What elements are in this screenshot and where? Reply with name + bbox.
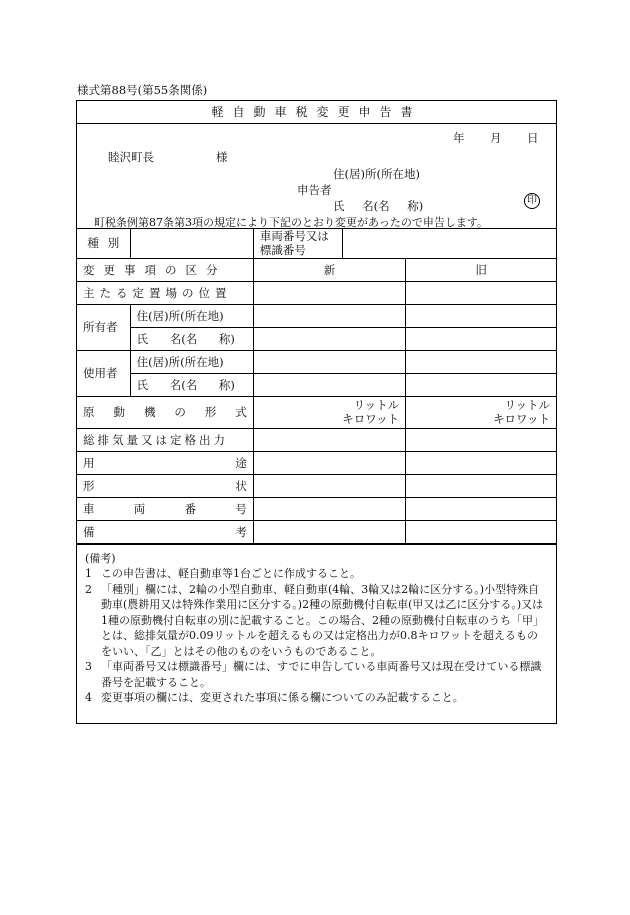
shape-old[interactable] (406, 474, 556, 497)
note-item: 2 「種別」欄には、2輪の小型自動車、軽自動車(4輪、3輪又は2輪に区分する。)小型特殊自動車(農耕用又は特殊作業用に区分する。)2種の原動機付自転車(甲又は乙に区分する。)又は1種の原動機付自転車の別に記載すること。この場合、2種の原動機付自転車のうち「甲」とは、総排気量が0.09リットルを超えるもの又は定格出力が0.8キロワットを超えるものをいい、「乙」とはその他のものをいうものであること。 (85, 582, 544, 658)
filer-address-label: 住(居)所(所在地) (333, 167, 420, 181)
change-category-label: 変更事項の区分 (77, 258, 253, 281)
vehicle-no-new[interactable] (253, 497, 405, 520)
location-new[interactable] (253, 281, 405, 304)
type-value[interactable] (130, 229, 253, 258)
owner-name-label: 氏 名(名 称) (130, 327, 253, 350)
remarks-new[interactable] (253, 520, 405, 543)
remarks-old[interactable] (406, 520, 556, 543)
motor-type-new[interactable]: リットル キロワット (253, 396, 405, 428)
displacement-old[interactable] (406, 428, 556, 451)
owner-address-label: 住(居)所(所在地) (130, 304, 253, 327)
vehicle-no-label: 車 両 番 号 (77, 497, 253, 520)
note-item: 1 この申告書は、軽自動車等1台ごとに作成すること。 (85, 567, 361, 580)
honorific: 様 (216, 150, 228, 164)
location-label: 主たる定置場の位置 (77, 281, 253, 304)
declaration-text: 町税条例第87条第3項の規定により下記のとおり変更があったので申告します。 (94, 216, 489, 229)
use-new[interactable] (253, 451, 405, 474)
vehicle-number-value[interactable] (343, 229, 556, 258)
owner-name-old[interactable] (406, 327, 556, 350)
note-item: 4 変更事項の欄には、変更された事項に係る欄についてのみ記載すること。 (85, 691, 464, 704)
owner-address-new[interactable] (253, 304, 405, 327)
user-address-old[interactable] (406, 350, 556, 373)
location-old[interactable] (406, 281, 556, 304)
form-number-caption: 様式第88号(第55条関係) (77, 83, 208, 97)
use-old[interactable] (406, 451, 556, 474)
owner-name-new[interactable] (253, 327, 405, 350)
motor-type-label: 原 動 機 の 形 式 (77, 396, 253, 428)
type-label: 種 別 (77, 229, 130, 258)
owner-address-old[interactable] (406, 304, 556, 327)
declaration-table (77, 229, 556, 544)
remarks-label: 備 考 (77, 520, 253, 543)
shape-new[interactable] (253, 474, 405, 497)
addressee: 睦沢町長 (108, 150, 154, 164)
notes-section (77, 544, 556, 706)
user-label: 使用者 (77, 350, 130, 396)
user-name-label: 氏 名(名 称) (130, 373, 253, 396)
seal-mark: 印 (524, 193, 540, 209)
note-item: 3 「車両番号又は標識番号」欄には、すでに申告している車両番号又は現在受けている標識番号を記載すること。 (85, 660, 542, 689)
old-column-header: 旧 (406, 258, 556, 281)
vehicle-number-label: 車両番号又は 標識番号 (253, 229, 342, 258)
day-label: 日 (527, 131, 539, 145)
filer-name-label: 氏 名(名 称) (333, 199, 424, 213)
displacement-label: 総排気量又は定格出力 (77, 428, 253, 451)
form-title: 軽自動車税変更申告書 (77, 101, 556, 124)
displacement-new[interactable] (253, 428, 405, 451)
tax-change-declaration-form (76, 100, 557, 724)
user-name-new[interactable] (253, 373, 405, 396)
month-label: 月 (490, 131, 502, 145)
user-name-old[interactable] (406, 373, 556, 396)
user-address-new[interactable] (253, 350, 405, 373)
owner-label: 所有者 (77, 304, 130, 350)
new-column-header: 新 (253, 258, 405, 281)
filer-label: 申告者 (297, 183, 332, 197)
notes-heading: (備考) (85, 551, 116, 565)
shape-label: 形 状 (77, 474, 253, 497)
use-label: 用 途 (77, 451, 253, 474)
motor-type-old[interactable]: リットル キロワット (406, 396, 556, 428)
form-header (77, 124, 556, 229)
user-address-label: 住(居)所(所在地) (130, 350, 253, 373)
vehicle-no-old[interactable] (406, 497, 556, 520)
year-label: 年 (453, 131, 465, 145)
